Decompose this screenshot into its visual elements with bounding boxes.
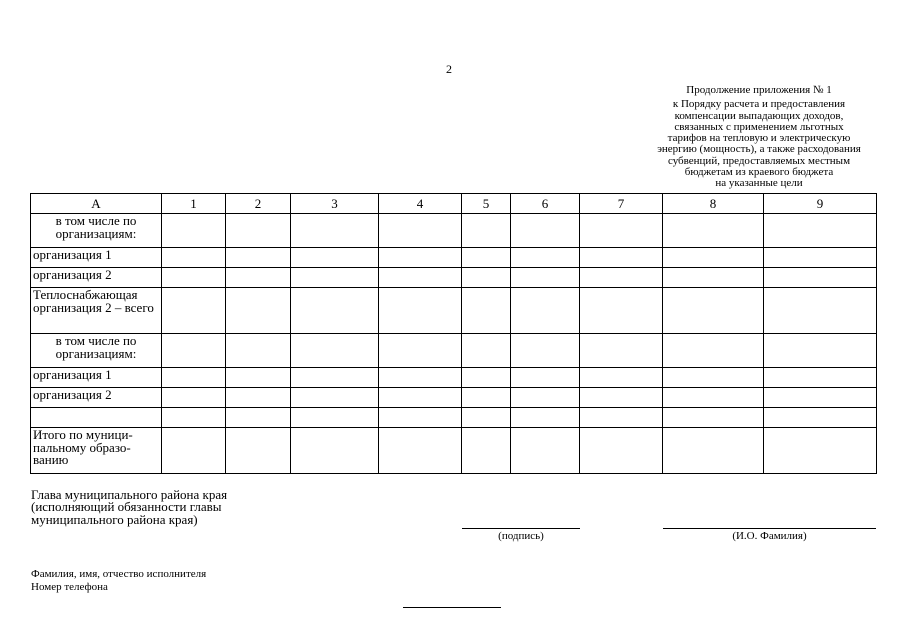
table-cell[interactable] xyxy=(764,408,877,428)
table-cell[interactable] xyxy=(291,268,379,288)
table-cell[interactable] xyxy=(580,214,663,248)
table-cell[interactable] xyxy=(511,388,580,408)
table-row xyxy=(31,428,877,474)
table-cell[interactable] xyxy=(462,388,511,408)
row-label: Итого по муници-пальному образо-ванию xyxy=(31,428,162,474)
table-cell[interactable] xyxy=(291,214,379,248)
table-cell[interactable] xyxy=(511,248,580,268)
executor-name-label: Фамилия, имя, отчество исполнителя xyxy=(31,568,207,580)
table-cell[interactable] xyxy=(764,428,877,474)
executor-phone-label: Номер телефона xyxy=(31,580,108,593)
table-cell[interactable] xyxy=(511,334,580,368)
table-cell[interactable] xyxy=(291,428,379,474)
row-label: организация 1 xyxy=(31,368,162,388)
table-cell[interactable] xyxy=(580,334,663,368)
appendix-reference xyxy=(625,85,893,190)
compensation-table xyxy=(30,193,877,474)
table-cell[interactable] xyxy=(663,408,764,428)
row-label: Теплоснабжающая организация 2 – всего xyxy=(31,288,162,334)
table-cell[interactable] xyxy=(291,334,379,368)
row-label: организация 2 xyxy=(31,388,162,408)
table-cell[interactable] xyxy=(462,368,511,388)
table-cell[interactable] xyxy=(291,248,379,268)
table-cell[interactable] xyxy=(663,388,764,408)
column-header: 5 xyxy=(462,194,511,214)
table-cell[interactable] xyxy=(162,214,226,248)
table-cell[interactable] xyxy=(379,428,462,474)
signature-title-line: муниципального района края) xyxy=(31,511,198,527)
table-cell[interactable] xyxy=(291,408,379,428)
table-cell[interactable] xyxy=(764,248,877,268)
table-cell[interactable] xyxy=(580,408,663,428)
table-cell[interactable] xyxy=(162,288,226,334)
table-cell[interactable] xyxy=(226,388,291,408)
row-label: в том числе по организациям: xyxy=(31,214,162,248)
column-header: 1 xyxy=(162,194,226,214)
appendix-line: бюджетам из краевого бюджета xyxy=(684,166,834,179)
table-cell[interactable] xyxy=(462,248,511,268)
table-cell[interactable] xyxy=(580,428,663,474)
row-label xyxy=(31,408,162,428)
table-cell[interactable] xyxy=(162,428,226,474)
table-cell[interactable] xyxy=(511,288,580,334)
column-header: 4 xyxy=(379,194,462,214)
column-header: 7 xyxy=(580,194,663,214)
table-header-row xyxy=(31,194,877,214)
table-cell[interactable] xyxy=(226,334,291,368)
table-cell[interactable] xyxy=(663,368,764,388)
column-header: 2 xyxy=(226,194,291,214)
table-row xyxy=(31,214,877,248)
table-cell[interactable] xyxy=(580,288,663,334)
table-row xyxy=(31,408,877,428)
page-number: 2 xyxy=(446,62,452,76)
footer-line xyxy=(403,607,501,608)
table-row xyxy=(31,248,877,268)
table-cell[interactable] xyxy=(511,428,580,474)
table-cell[interactable] xyxy=(226,428,291,474)
table-cell[interactable] xyxy=(379,248,462,268)
table-cell[interactable] xyxy=(764,388,877,408)
name-line xyxy=(663,528,876,529)
table-cell[interactable] xyxy=(226,368,291,388)
table-cell[interactable] xyxy=(511,408,580,428)
appendix-line: на указанные цели xyxy=(715,177,803,190)
table-cell[interactable] xyxy=(379,368,462,388)
table-cell[interactable] xyxy=(663,214,764,248)
table-cell[interactable] xyxy=(511,214,580,248)
appendix-line: субвенций, предоставляемых местным xyxy=(667,154,851,167)
table-cell[interactable] xyxy=(462,268,511,288)
table-row xyxy=(31,268,877,288)
table-cell[interactable] xyxy=(291,368,379,388)
row-label: организация 1 xyxy=(31,248,162,268)
table-cell[interactable] xyxy=(764,334,877,368)
table-cell[interactable] xyxy=(226,408,291,428)
table-cell[interactable] xyxy=(462,288,511,334)
table-row xyxy=(31,288,877,334)
table-cell[interactable] xyxy=(291,388,379,408)
appendix-line: тарифов на тепловую и электрическую xyxy=(667,132,851,145)
table-cell[interactable] xyxy=(226,214,291,248)
signature-line xyxy=(462,528,580,529)
table-cell[interactable] xyxy=(764,368,877,388)
appendix-line: компенсации выпадающих доходов, xyxy=(674,109,844,122)
table-row xyxy=(31,334,877,368)
table-cell[interactable] xyxy=(226,288,291,334)
table-cell[interactable] xyxy=(462,214,511,248)
table-cell[interactable] xyxy=(663,248,764,268)
table-cell[interactable] xyxy=(291,288,379,334)
head-signature-title xyxy=(31,489,227,526)
table-cell[interactable] xyxy=(379,388,462,408)
appendix-heading: Продолжение приложения № 1 xyxy=(686,84,832,96)
table-cell[interactable] xyxy=(580,248,663,268)
appendix-line: к Порядку расчета и предоставления xyxy=(672,98,846,111)
table-cell[interactable] xyxy=(379,288,462,334)
table-cell[interactable] xyxy=(226,268,291,288)
column-header: 6 xyxy=(511,194,580,214)
executor-info xyxy=(31,568,206,593)
table-cell[interactable] xyxy=(580,368,663,388)
table-cell[interactable] xyxy=(162,368,226,388)
table-cell[interactable] xyxy=(162,408,226,428)
table-cell[interactable] xyxy=(511,268,580,288)
table-cell[interactable] xyxy=(580,388,663,408)
row-label: организация 2 xyxy=(31,268,162,288)
table-cell[interactable] xyxy=(162,248,226,268)
table-cell[interactable] xyxy=(462,408,511,428)
table-cell[interactable] xyxy=(580,268,663,288)
table-cell[interactable] xyxy=(379,408,462,428)
table-cell[interactable] xyxy=(162,268,226,288)
table-cell[interactable] xyxy=(764,288,877,334)
column-header: 8 xyxy=(663,194,764,214)
row-label: в том числе по организациям: xyxy=(31,334,162,368)
table-cell[interactable] xyxy=(162,334,226,368)
table-cell[interactable] xyxy=(764,214,877,248)
table-cell[interactable] xyxy=(764,268,877,288)
table-cell[interactable] xyxy=(663,334,764,368)
table-cell[interactable] xyxy=(511,368,580,388)
name-caption: (И.О. Фамилия) xyxy=(732,530,807,542)
table-cell[interactable] xyxy=(663,268,764,288)
table-cell[interactable] xyxy=(663,428,764,474)
appendix-line: связанных с применением льготных xyxy=(674,120,844,133)
table-cell[interactable] xyxy=(162,388,226,408)
signature-title-line: Глава муниципального района края xyxy=(31,487,228,502)
column-header: А xyxy=(31,194,162,214)
column-header: 9 xyxy=(764,194,877,214)
table-cell[interactable] xyxy=(226,248,291,268)
signature-caption: (подпись) xyxy=(498,530,544,542)
table-cell[interactable] xyxy=(379,334,462,368)
table-cell[interactable] xyxy=(379,214,462,248)
table-cell[interactable] xyxy=(462,334,511,368)
column-header: 3 xyxy=(291,194,379,214)
table-row xyxy=(31,388,877,408)
table-cell[interactable] xyxy=(379,268,462,288)
table-row xyxy=(31,368,877,388)
table-cell[interactable] xyxy=(462,428,511,474)
signature-title-line: (исполняющий обязанности главы xyxy=(31,499,222,515)
appendix-line: энергию (мощность), а также расходования xyxy=(657,143,861,156)
table-cell[interactable] xyxy=(663,288,764,334)
